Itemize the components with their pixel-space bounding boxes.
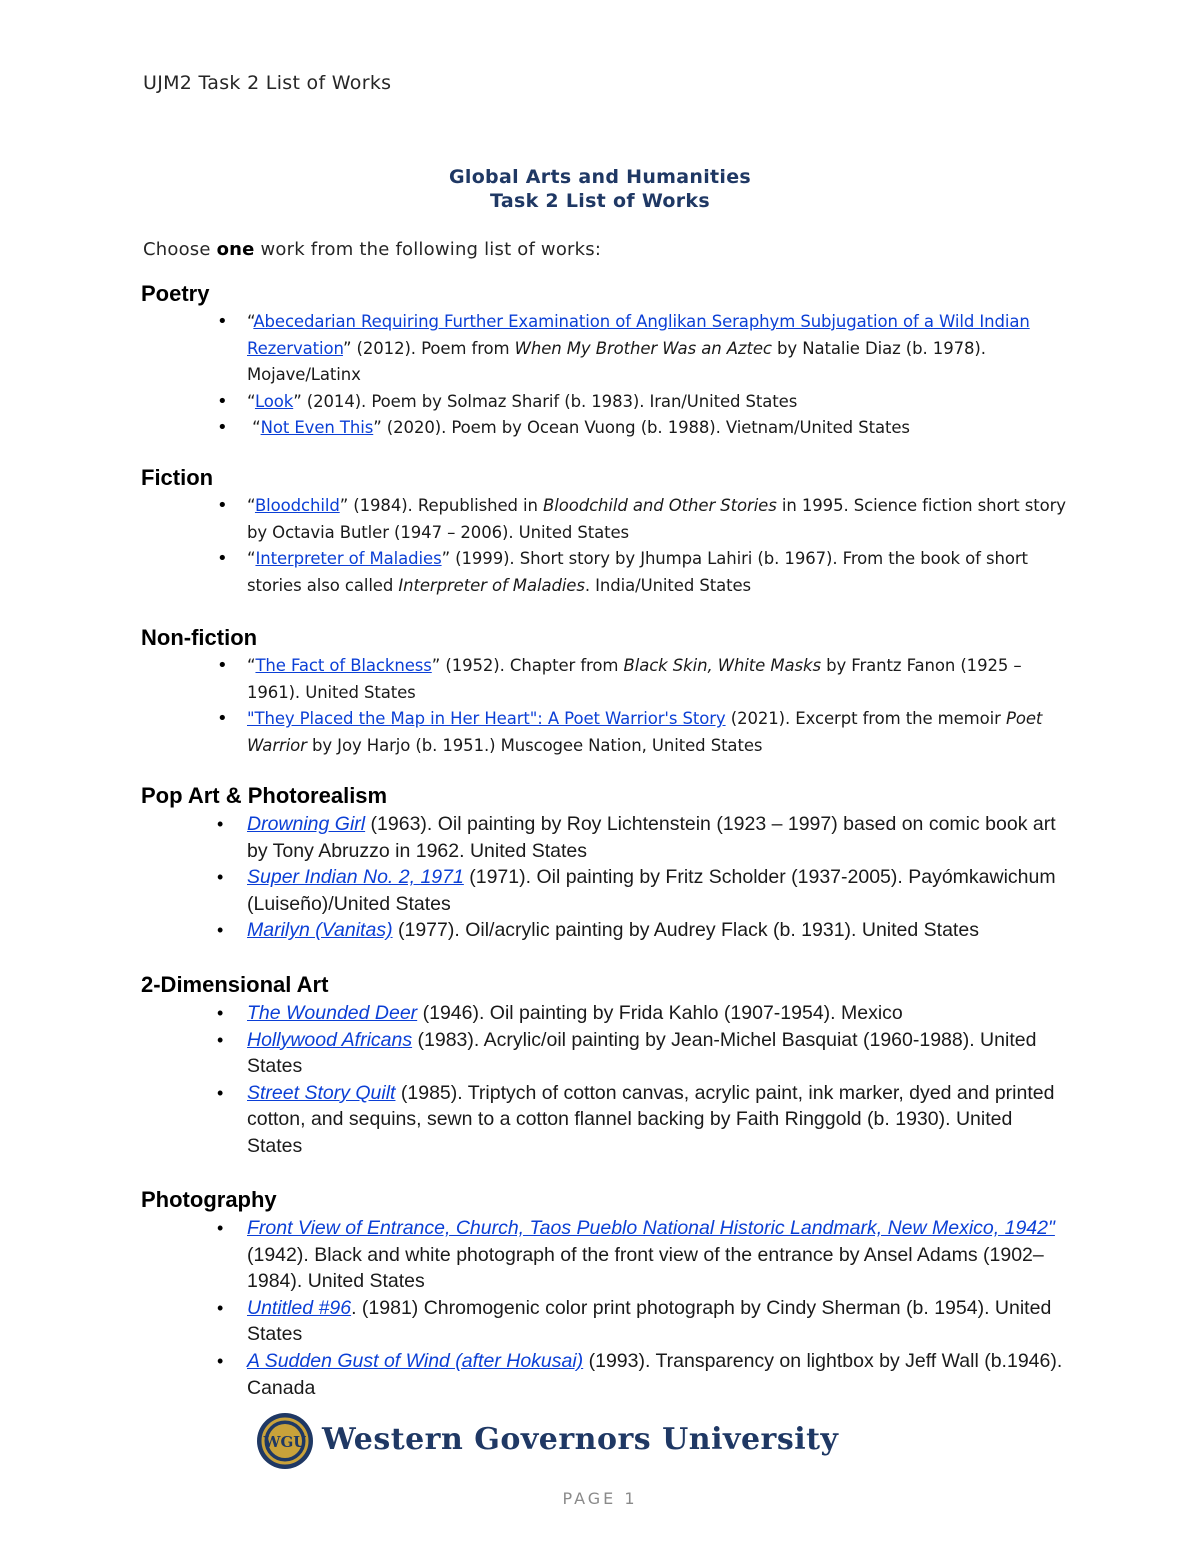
section-2d-art bbox=[141, 972, 1067, 1160]
work-link[interactable]: Marilyn (Vanitas) bbox=[247, 919, 393, 942]
intro-bold: one bbox=[216, 239, 255, 260]
work-link[interactable]: Drowning Girl bbox=[247, 813, 366, 835]
work-link[interactable]: The Fact of Blackness bbox=[255, 656, 432, 675]
list-item: • Hollywood Africans (1983). Acrylic/oil painting by Jean-Michel Basquiat (1960-1988). United States bbox=[247, 1027, 1067, 1080]
section-heading: Photography bbox=[141, 1187, 277, 1212]
list-item: • Super Indian No. 2, 1971 (1971). Oil painting by Fritz Scholder (1937-2005). Payómkawichum (Luiseño)/United States bbox=[247, 864, 1067, 917]
page-number: PAGE 1 bbox=[562, 1489, 638, 1508]
work-link[interactable]: Interpreter of Maladies bbox=[255, 549, 442, 569]
work-link[interactable]: Not Even This bbox=[260, 418, 374, 438]
list-item: • Marilyn (Vanitas) (1977). Oil/acrylic painting by Audrey Flack (b. 1931). United States bbox=[247, 917, 1067, 944]
seal-letters: WGU bbox=[263, 1433, 307, 1451]
work-link[interactable]: A Sudden Gust of Wind (after Hokusai) bbox=[247, 1349, 584, 1372]
list-item: • “Abecedarian Requiring Further Examination of Anglikan Seraphym Subjugation of a Wild Indian Rezervation” (2012). Poem from When My Brother Was an Aztec by Natalie Diaz (b. 1978). Mojave/Latinx bbox=[247, 309, 1067, 389]
wgu-seal-icon bbox=[256, 1412, 314, 1470]
document-header: UJM2 Task 2 List of Works bbox=[143, 72, 392, 94]
works-list bbox=[141, 493, 1067, 599]
intro-before: Choose bbox=[143, 239, 217, 260]
list-item: • A Sudden Gust of Wind (after Hokusai) (1993). Transparency on lightbox by Jeff Wall (b.1946). Canada bbox=[247, 1348, 1067, 1401]
work-link[interactable]: Look bbox=[254, 391, 294, 411]
list-item: • “Interpreter of Maladies” (1999). Short story by Jhumpa Lahiri (b. 1967). From the book of short stories also called Interpreter of Maladies. India/United States bbox=[247, 546, 1067, 599]
work-link[interactable]: "They Placed the Map in Her Heart": A Poet Warrior's Story bbox=[247, 709, 726, 729]
works-list bbox=[141, 1215, 1067, 1401]
list-item: • “Bloodchild” (1984). Republished in Bloodchild and Other Stories in 1995. Science fiction short story by Octavia Butler (1947 – 2006). United States bbox=[247, 493, 1067, 546]
work-link[interactable]: Street Story Quilt bbox=[247, 1081, 396, 1104]
section-pop-art bbox=[141, 783, 1067, 944]
work-link[interactable]: Untitled #96 bbox=[247, 1296, 352, 1319]
list-item: • Street Story Quilt (1985). Triptych of cotton canvas, acrylic paint, ink marker, dyed and printed cotton, and sequins, sewn to a cotton flannel backing by Faith Ringgold (b. 1930). United States bbox=[247, 1080, 1067, 1160]
works-list bbox=[141, 811, 1067, 944]
wgu-logo bbox=[256, 1412, 956, 1474]
works-list bbox=[141, 653, 1067, 759]
section-heading: Poetry bbox=[141, 281, 210, 306]
logo-text: Western Governors University bbox=[322, 1422, 839, 1457]
section-heading: Fiction bbox=[141, 465, 214, 490]
section-poetry bbox=[141, 281, 1067, 442]
work-link[interactable]: Bloodchild bbox=[254, 496, 340, 515]
title-line-2: Task 2 List of Works bbox=[490, 190, 710, 212]
list-item: • “Not Even This” (2020). Poem by Ocean Vuong (b. 1988). Vietnam/United States bbox=[247, 415, 1067, 442]
title-line-1: Global Arts and Humanities bbox=[448, 166, 752, 188]
intro-text bbox=[143, 239, 601, 260]
section-fiction bbox=[141, 465, 1067, 599]
section-heading: Non-fiction bbox=[141, 625, 258, 650]
work-link[interactable]: Abecedarian Requiring Further Examination of Anglikan Seraphym Subjugation of a Wild Indian Rezervation bbox=[247, 312, 1030, 358]
section-nonfiction bbox=[141, 625, 1067, 759]
list-item: • Untitled #96. (1981) Chromogenic color print photograph by Cindy Sherman (b. 1954). United States bbox=[247, 1295, 1067, 1348]
work-link[interactable]: Super Indian No. 2, 1971 bbox=[247, 866, 464, 889]
list-item: • “Look” (2014). Poem by Solmaz Sharif (b. 1983). Iran/United States bbox=[247, 389, 1067, 416]
intro-after: work from the following list of works: bbox=[254, 239, 602, 260]
list-item: • The Wounded Deer (1946). Oil painting by Frida Kahlo (1907-1954). Mexico bbox=[247, 1000, 1067, 1027]
work-link[interactable]: The Wounded Deer bbox=[247, 1002, 418, 1024]
document-title bbox=[0, 165, 1200, 213]
works-list bbox=[141, 309, 1067, 442]
section-photography bbox=[141, 1187, 1067, 1401]
section-heading: 2-Dimensional Art bbox=[141, 972, 329, 997]
list-item: • Front View of Entrance, Church, Taos Pueblo National Historic Landmark, New Mexico, 1942" (1942). Black and white photograph of the front view of the entrance by Ansel Adams (1902–1984). United States bbox=[247, 1215, 1067, 1295]
list-item: • "They Placed the Map in Her Heart": A Poet Warrior's Story (2021). Excerpt from the memoir Poet Warrior by Joy Harjo (b. 1951.) Muscogee Nation, United States bbox=[247, 706, 1067, 759]
list-item: • Drowning Girl (1963). Oil painting by Roy Lichtenstein (1923 – 1997) based on comic book art by Tony Abruzzo in 1962. United States bbox=[247, 811, 1067, 864]
work-link[interactable]: Hollywood Africans bbox=[247, 1028, 413, 1051]
work-link[interactable]: Front View of Entrance, Church, Taos Pueblo National Historic Landmark, New Mexico, 1942" bbox=[247, 1217, 1055, 1239]
section-heading: Pop Art & Photorealism bbox=[141, 783, 388, 808]
list-item: • “The Fact of Blackness” (1952). Chapter from Black Skin, White Masks by Frantz Fanon (1925 – 1961). United States bbox=[247, 653, 1067, 706]
works-list bbox=[141, 1000, 1067, 1160]
